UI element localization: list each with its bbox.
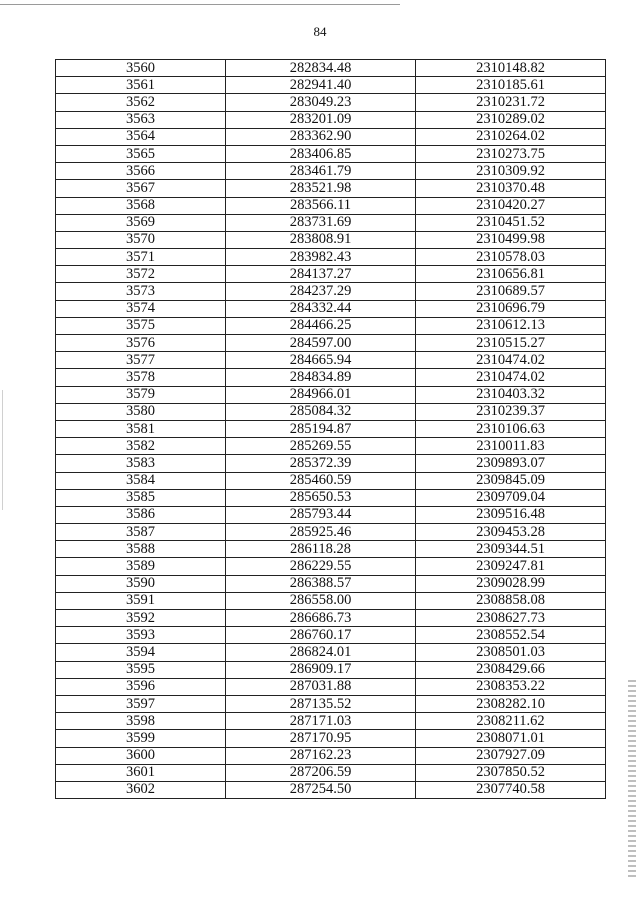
- x-coordinate-cell: 283362.90: [226, 128, 416, 145]
- x-coordinate-cell: 287170.95: [226, 730, 416, 747]
- table-row: [56, 266, 606, 283]
- y-coordinate-cell: 2307927.09: [416, 747, 606, 764]
- table-row: [56, 300, 606, 317]
- y-coordinate-cell: 2309516.48: [416, 506, 606, 523]
- y-coordinate-cell: 2310656.81: [416, 266, 606, 283]
- x-coordinate-cell: 287135.52: [226, 695, 416, 712]
- y-coordinate-cell: 2309453.28: [416, 524, 606, 541]
- table-row: [56, 730, 606, 747]
- point-number-cell: 3561: [56, 77, 226, 94]
- table-row: [56, 180, 606, 197]
- y-coordinate-cell: 2310515.27: [416, 335, 606, 352]
- point-number-cell: 3593: [56, 627, 226, 644]
- table-row: [56, 541, 606, 558]
- table-row: [56, 524, 606, 541]
- x-coordinate-cell: 283201.09: [226, 111, 416, 128]
- point-number-cell: 3568: [56, 197, 226, 214]
- table-row: [56, 231, 606, 248]
- x-coordinate-cell: 283049.23: [226, 94, 416, 111]
- page-number: 84: [313, 24, 327, 39]
- x-coordinate-cell: 283521.98: [226, 180, 416, 197]
- point-number-cell: 3586: [56, 506, 226, 523]
- point-number-cell: 3567: [56, 180, 226, 197]
- point-number-cell: 3592: [56, 610, 226, 627]
- y-coordinate-cell: 2310689.57: [416, 283, 606, 300]
- x-coordinate-cell: 282834.48: [226, 60, 416, 77]
- table-row: [56, 60, 606, 77]
- table-row: [56, 661, 606, 678]
- point-number-cell: 3596: [56, 678, 226, 695]
- y-coordinate-cell: 2310148.82: [416, 60, 606, 77]
- point-number-cell: 3571: [56, 249, 226, 266]
- point-number-cell: 3570: [56, 231, 226, 248]
- x-coordinate-cell: 286824.01: [226, 644, 416, 661]
- point-number-cell: 3562: [56, 94, 226, 111]
- x-coordinate-cell: 287206.59: [226, 764, 416, 781]
- x-coordinate-cell: 285194.87: [226, 420, 416, 437]
- x-coordinate-cell: 286760.17: [226, 627, 416, 644]
- top-rule: [0, 4, 400, 5]
- table-row: [56, 438, 606, 455]
- table-row: [56, 747, 606, 764]
- point-number-cell: 3587: [56, 524, 226, 541]
- point-number-cell: 3590: [56, 575, 226, 592]
- y-coordinate-cell: 2309247.81: [416, 558, 606, 575]
- point-number-cell: 3566: [56, 163, 226, 180]
- table-row: [56, 94, 606, 111]
- point-number-cell: 3574: [56, 300, 226, 317]
- table-row: [56, 249, 606, 266]
- y-coordinate-cell: 2310403.32: [416, 386, 606, 403]
- y-coordinate-cell: 2308627.73: [416, 610, 606, 627]
- point-number-cell: 3579: [56, 386, 226, 403]
- point-number-cell: 3560: [56, 60, 226, 77]
- x-coordinate-cell: 286909.17: [226, 661, 416, 678]
- x-coordinate-cell: 287031.88: [226, 678, 416, 695]
- table-row: [56, 455, 606, 472]
- point-number-cell: 3578: [56, 369, 226, 386]
- x-coordinate-cell: 285460.59: [226, 472, 416, 489]
- point-number-cell: 3585: [56, 489, 226, 506]
- table-row: [56, 695, 606, 712]
- x-coordinate-cell: 287162.23: [226, 747, 416, 764]
- y-coordinate-cell: 2308858.08: [416, 592, 606, 609]
- table-row: [56, 163, 606, 180]
- point-number-cell: 3569: [56, 214, 226, 231]
- y-coordinate-cell: 2310289.02: [416, 111, 606, 128]
- x-coordinate-cell: 284137.27: [226, 266, 416, 283]
- x-coordinate-cell: 283982.43: [226, 249, 416, 266]
- point-number-cell: 3577: [56, 352, 226, 369]
- point-number-cell: 3602: [56, 781, 226, 798]
- y-coordinate-cell: 2310309.92: [416, 163, 606, 180]
- point-number-cell: 3599: [56, 730, 226, 747]
- point-number-cell: 3564: [56, 128, 226, 145]
- point-number-cell: 3563: [56, 111, 226, 128]
- x-coordinate-cell: 284466.25: [226, 317, 416, 334]
- table-row: [56, 506, 606, 523]
- y-coordinate-cell: 2309709.04: [416, 489, 606, 506]
- point-number-cell: 3576: [56, 335, 226, 352]
- y-coordinate-cell: 2310474.02: [416, 352, 606, 369]
- point-number-cell: 3594: [56, 644, 226, 661]
- x-coordinate-cell: 285925.46: [226, 524, 416, 541]
- table-row: [56, 489, 606, 506]
- scan-margin-mark: [2, 390, 3, 510]
- y-coordinate-cell: 2308071.01: [416, 730, 606, 747]
- y-coordinate-cell: 2308353.22: [416, 678, 606, 695]
- scan-edge-marks: [628, 680, 636, 880]
- y-coordinate-cell: 2310499.98: [416, 231, 606, 248]
- y-coordinate-cell: 2310231.72: [416, 94, 606, 111]
- y-coordinate-cell: 2307740.58: [416, 781, 606, 798]
- y-coordinate-cell: 2309893.07: [416, 455, 606, 472]
- x-coordinate-cell: 286686.73: [226, 610, 416, 627]
- x-coordinate-cell: 284332.44: [226, 300, 416, 317]
- table-row: [56, 472, 606, 489]
- y-coordinate-cell: 2310370.48: [416, 180, 606, 197]
- x-coordinate-cell: 286118.28: [226, 541, 416, 558]
- x-coordinate-cell: 284597.00: [226, 335, 416, 352]
- point-number-cell: 3580: [56, 403, 226, 420]
- table-row: [56, 317, 606, 334]
- point-number-cell: 3597: [56, 695, 226, 712]
- point-number-cell: 3575: [56, 317, 226, 334]
- table-row: [56, 781, 606, 798]
- y-coordinate-cell: 2310612.13: [416, 317, 606, 334]
- y-coordinate-cell: 2308282.10: [416, 695, 606, 712]
- y-coordinate-cell: 2310578.03: [416, 249, 606, 266]
- y-coordinate-cell: 2308211.62: [416, 713, 606, 730]
- x-coordinate-cell: 286558.00: [226, 592, 416, 609]
- point-number-cell: 3600: [56, 747, 226, 764]
- y-coordinate-cell: 2309845.09: [416, 472, 606, 489]
- y-coordinate-cell: 2310273.75: [416, 145, 606, 162]
- y-coordinate-cell: 2310474.02: [416, 369, 606, 386]
- point-number-cell: 3573: [56, 283, 226, 300]
- table-row: [56, 145, 606, 162]
- coordinates-table: [55, 59, 606, 799]
- point-number-cell: 3595: [56, 661, 226, 678]
- point-number-cell: 3584: [56, 472, 226, 489]
- table-row: [56, 764, 606, 781]
- x-coordinate-cell: 285372.39: [226, 455, 416, 472]
- y-coordinate-cell: 2307850.52: [416, 764, 606, 781]
- table-row: [56, 128, 606, 145]
- x-coordinate-cell: 284665.94: [226, 352, 416, 369]
- y-coordinate-cell: 2310264.02: [416, 128, 606, 145]
- point-number-cell: 3582: [56, 438, 226, 455]
- x-coordinate-cell: 283808.91: [226, 231, 416, 248]
- table-row: [56, 592, 606, 609]
- x-coordinate-cell: 286388.57: [226, 575, 416, 592]
- point-number-cell: 3589: [56, 558, 226, 575]
- x-coordinate-cell: 283461.79: [226, 163, 416, 180]
- table-row: [56, 713, 606, 730]
- y-coordinate-cell: 2308552.54: [416, 627, 606, 644]
- point-number-cell: 3591: [56, 592, 226, 609]
- y-coordinate-cell: 2308429.66: [416, 661, 606, 678]
- table-row: [56, 627, 606, 644]
- x-coordinate-cell: 282941.40: [226, 77, 416, 94]
- table-row: [56, 214, 606, 231]
- x-coordinate-cell: 283731.69: [226, 214, 416, 231]
- point-number-cell: 3565: [56, 145, 226, 162]
- y-coordinate-cell: 2310451.52: [416, 214, 606, 231]
- y-coordinate-cell: 2310696.79: [416, 300, 606, 317]
- table-row: [56, 644, 606, 661]
- point-number-cell: 3601: [56, 764, 226, 781]
- table-row: [56, 197, 606, 214]
- table-row: [56, 283, 606, 300]
- y-coordinate-cell: 2310239.37: [416, 403, 606, 420]
- point-number-cell: 3583: [56, 455, 226, 472]
- x-coordinate-cell: 285793.44: [226, 506, 416, 523]
- table-row: [56, 335, 606, 352]
- point-number-cell: 3572: [56, 266, 226, 283]
- y-coordinate-cell: 2309028.99: [416, 575, 606, 592]
- table-row: [56, 111, 606, 128]
- table-row: [56, 558, 606, 575]
- table-row: [56, 575, 606, 592]
- table-row: [56, 386, 606, 403]
- table-row: [56, 420, 606, 437]
- x-coordinate-cell: 285650.53: [226, 489, 416, 506]
- point-number-cell: 3581: [56, 420, 226, 437]
- table-row: [56, 678, 606, 695]
- table-row: [56, 352, 606, 369]
- y-coordinate-cell: 2310185.61: [416, 77, 606, 94]
- x-coordinate-cell: 284237.29: [226, 283, 416, 300]
- x-coordinate-cell: 283406.85: [226, 145, 416, 162]
- x-coordinate-cell: 284834.89: [226, 369, 416, 386]
- x-coordinate-cell: 284966.01: [226, 386, 416, 403]
- x-coordinate-cell: 285084.32: [226, 403, 416, 420]
- table-row: [56, 77, 606, 94]
- x-coordinate-cell: 286229.55: [226, 558, 416, 575]
- y-coordinate-cell: 2310420.27: [416, 197, 606, 214]
- table-row: [56, 369, 606, 386]
- coordinates-table-body: [56, 60, 606, 799]
- x-coordinate-cell: 285269.55: [226, 438, 416, 455]
- x-coordinate-cell: 287171.03: [226, 713, 416, 730]
- y-coordinate-cell: 2309344.51: [416, 541, 606, 558]
- table-row: [56, 403, 606, 420]
- table-row: [56, 610, 606, 627]
- y-coordinate-cell: 2310106.63: [416, 420, 606, 437]
- y-coordinate-cell: 2310011.83: [416, 438, 606, 455]
- x-coordinate-cell: 283566.11: [226, 197, 416, 214]
- point-number-cell: 3598: [56, 713, 226, 730]
- x-coordinate-cell: 287254.50: [226, 781, 416, 798]
- y-coordinate-cell: 2308501.03: [416, 644, 606, 661]
- point-number-cell: 3588: [56, 541, 226, 558]
